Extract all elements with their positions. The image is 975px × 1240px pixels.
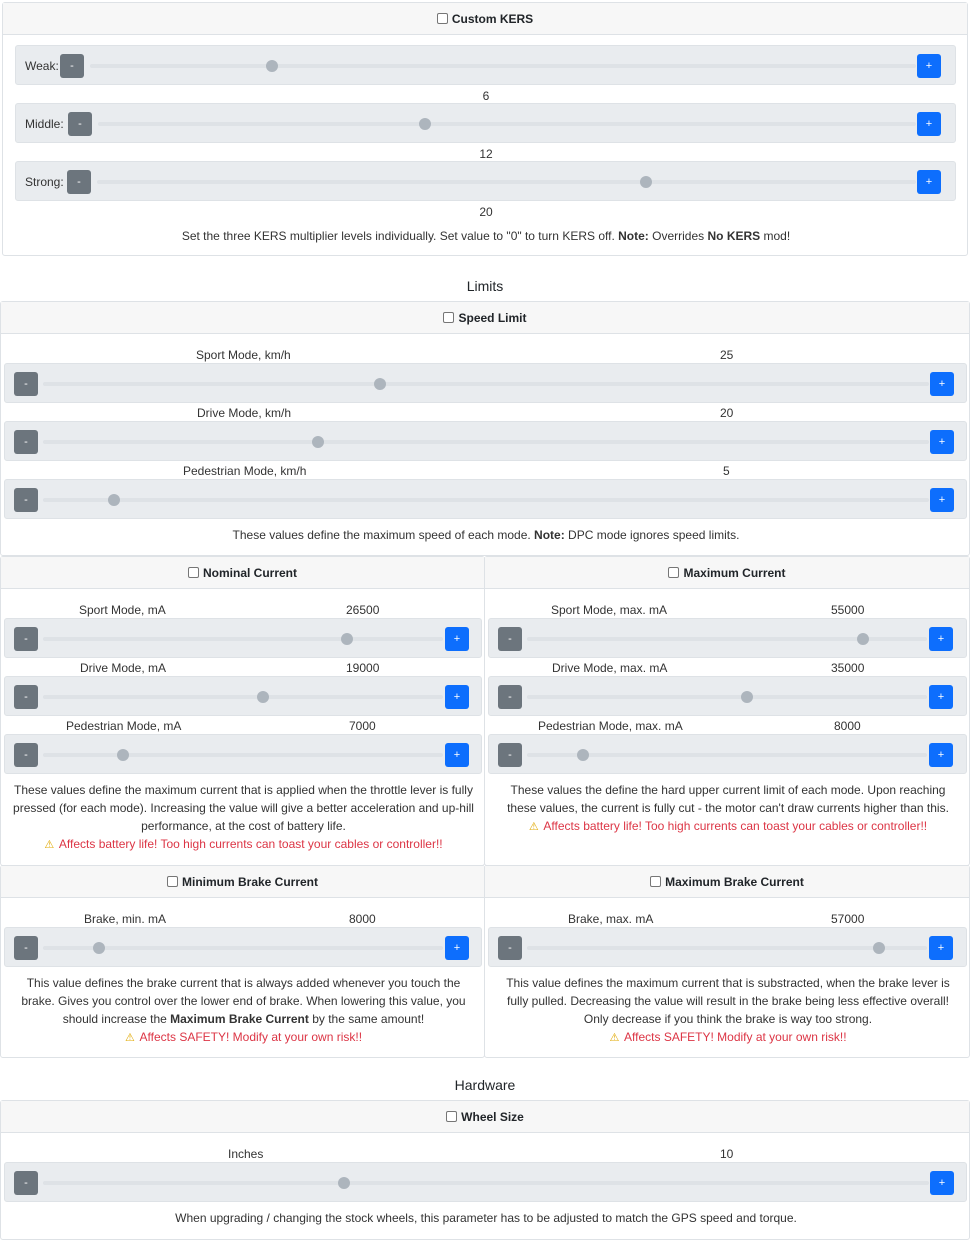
max-drive-minus-button[interactable]: - [498,685,522,709]
nominal-desc-line-2: pressed (for each mode). Increasing the value will give a better acceleration and up-hill [13,801,474,815]
kers-weak-label: Weak: [25,59,59,73]
speed-pedestrian-plus-button[interactable]: + [930,488,954,512]
limits-section-title: Limits [466,278,504,294]
minimum-brake-card [0,865,485,1058]
min-brake-label: Brake, min. mA [84,912,167,926]
maximum-brake-checkbox[interactable] [650,876,661,887]
wheel-size-card [0,1100,970,1240]
max-warning [485,817,971,836]
kers-strong-plus-button[interactable]: + [917,170,941,194]
kers-card [2,2,968,256]
speed-drive-label: Drive Mode, km/h [197,406,292,420]
wheel-size-value: 10 [720,1147,734,1161]
maximum-brake-header [485,866,969,898]
speed-sport-plus-button[interactable]: + [930,372,954,396]
max-pedestrian-thumb[interactable] [577,749,589,761]
kers-strong-track[interactable] [97,180,916,184]
max-drive-slider[interactable] [488,676,967,716]
kers-middle-value: 12 [479,147,493,161]
maximum-current-card [484,556,970,866]
speed-drive-plus-button[interactable]: + [930,430,954,454]
max-brake-slider[interactable] [488,927,967,967]
min-brake-desc-pre: should increase the [62,1012,171,1026]
speed-pedestrian-minus-button[interactable]: - [14,488,38,512]
max-pedestrian-label: Pedestrian Mode, max. mA [538,719,683,733]
min-brake-desc-line-1: This value defines the brake current that is always added whenever you touch the [26,976,461,990]
max-sport-label: Sport Mode, max. mA [551,603,668,617]
speed-pedestrian-slider[interactable] [4,479,967,519]
nominal-sport-minus-button[interactable]: - [14,627,38,651]
nominal-drive-slider[interactable] [4,676,482,716]
speed-limit-card [0,301,970,556]
max-brake-warning-text: Affects SAFETY! Modify at your own risk!! [624,1030,847,1044]
speed-pedestrian-label: Pedestrian Mode, km/h [183,464,307,478]
nominal-pedestrian-slider[interactable] [4,734,482,774]
max-sport-plus-button[interactable]: + [929,627,953,651]
max-drive-value: 35000 [831,661,865,675]
max-warning-text: Affects battery life! Too high currents can toast your cables or controller!! [543,819,928,833]
max-brake-plus-button[interactable]: + [929,936,953,960]
nominal-desc-line-1: These values define the maximum current that is applied when the throttle lever is fully [14,783,473,797]
nominal-sport-track[interactable] [43,637,443,641]
kers-middle-plus-button[interactable]: + [917,112,941,136]
max-desc-line-2: these values, the current is fully cut - the motor can't draw currents higher than this. [507,801,949,815]
nominal-pedestrian-value: 7000 [349,719,376,733]
max-brake-desc-line-1: This value defines the maximum current that is substracted, when the brake lever is [506,976,950,990]
max-drive-label: Drive Mode, max. mA [552,661,668,675]
warning-icon: ⚠ [609,1032,620,1044]
min-brake-warning [1,1028,486,1047]
speed-limit-checkbox[interactable] [443,312,454,323]
min-brake-slider[interactable] [4,927,482,967]
min-brake-desc-post: by the same amount! [308,1012,425,1026]
max-pedestrian-minus-button[interactable]: - [498,743,522,767]
nominal-drive-track[interactable] [43,695,443,699]
kers-title: Custom KERS [451,11,534,26]
speed-note-text: These values define the maximum speed of each mode. [232,528,535,542]
min-brake-value: 8000 [349,912,376,926]
speed-sport-value: 25 [720,348,734,362]
kers-middle-track[interactable] [98,122,916,126]
maximum-brake-card [484,865,970,1058]
nominal-warning-text: Affects battery life! Too high currents can toast your cables or controller!! [58,837,443,851]
max-sport-value: 55000 [831,603,865,617]
maximum-current-header [485,557,969,589]
kers-weak-slider[interactable] [15,45,956,85]
speed-drive-value: 20 [720,406,734,420]
maximum-brake-description [485,974,971,1047]
max-drive-track[interactable] [527,695,927,699]
min-brake-warning-text: Affects SAFETY! Modify at your own risk!! [139,1030,363,1044]
nominal-pedestrian-minus-button[interactable]: - [14,743,38,767]
max-brake-desc-line-3: Only decrease if you think the brake is way too strong. [583,1012,873,1026]
speed-drive-slider[interactable] [4,421,967,461]
nominal-pedestrian-label: Pedestrian Mode, mA [66,719,182,733]
kers-weak-value: 6 [482,89,490,103]
nominal-sport-thumb[interactable] [341,633,353,645]
minimum-brake-header [1,866,484,898]
wheel-size-note: When upgrading / changing the stock wheels, this parameter has to be adjusted to match the GPS speed and torque. [175,1211,797,1225]
max-brake-warning [485,1028,971,1047]
nominal-sport-label: Sport Mode, mA [79,603,166,617]
wheel-size-plus-button[interactable]: + [930,1171,954,1195]
nominal-sport-value: 26500 [346,603,380,617]
max-drive-thumb[interactable] [741,691,753,703]
wheel-size-slider[interactable] [4,1162,967,1202]
nominal-pedestrian-track[interactable] [43,753,443,757]
nominal-sport-slider[interactable] [4,618,482,658]
warning-icon: ⚠ [44,839,55,851]
max-sport-minus-button[interactable]: - [498,627,522,651]
min-brake-desc-line-3 [1,1010,486,1028]
kers-checkbox[interactable] [437,13,448,24]
wheel-size-header [1,1101,969,1133]
min-brake-plus-button[interactable]: + [445,936,469,960]
max-brake-minus-button[interactable]: - [498,936,522,960]
min-brake-desc-bold: Maximum Brake Current [170,1012,309,1026]
kers-note-end: mod! [760,229,791,243]
nominal-drive-label: Drive Mode, mA [80,661,167,675]
max-brake-desc-line-2: fully pulled. Decreasing the value will result in the brake being less effective overall! [506,994,949,1008]
maximum-brake-title: Maximum Brake Current [665,874,804,889]
nominal-drive-plus-button[interactable]: + [445,685,469,709]
minimum-brake-checkbox[interactable] [167,876,178,887]
speed-limit-note [1,526,971,544]
kers-weak-minus-button[interactable]: - [60,54,84,78]
speed-sport-slider[interactable] [4,363,967,403]
nominal-drive-minus-button[interactable]: - [14,685,38,709]
max-pedestrian-plus-button[interactable]: + [929,743,953,767]
warning-icon: ⚠ [528,821,539,833]
nominal-desc-line-3: performance, at the cost of battery life. [141,819,346,833]
hardware-section-title: Hardware [454,1077,516,1093]
nominal-pedestrian-plus-button[interactable]: + [445,743,469,767]
kers-strong-label: Strong: [25,175,64,189]
speed-sport-minus-button[interactable]: - [14,372,38,396]
wheel-size-track[interactable] [43,1181,929,1185]
speed-pedestrian-value: 5 [723,464,730,478]
speed-note-bold: Note: [534,528,565,542]
speed-sport-track[interactable] [43,382,929,386]
kers-note-mid: Overrides [648,229,708,243]
max-brake-track[interactable] [527,946,927,950]
nominal-current-checkbox[interactable] [188,567,199,578]
speed-limit-header [1,302,969,334]
kers-strong-slider[interactable] [15,161,956,201]
kers-weak-plus-button[interactable]: + [917,54,941,78]
nominal-warning [1,835,486,854]
kers-middle-thumb[interactable] [419,118,431,130]
nominal-sport-plus-button[interactable]: + [445,627,469,651]
warning-icon: ⚠ [124,1032,135,1044]
maximum-current-description [485,781,971,836]
max-brake-thumb[interactable] [873,942,885,954]
max-drive-plus-button[interactable]: + [929,685,953,709]
minimum-brake-description [1,974,486,1047]
speed-drive-thumb[interactable] [312,436,324,448]
nominal-pedestrian-thumb[interactable] [117,749,129,761]
kers-weak-thumb[interactable] [266,60,278,72]
wheel-size-checkbox[interactable] [446,1111,457,1122]
kers-middle-slider[interactable] [15,103,956,143]
max-sport-thumb[interactable] [857,633,869,645]
nominal-drive-thumb[interactable] [257,691,269,703]
max-pedestrian-value: 8000 [834,719,861,733]
kers-middle-label: Middle: [25,117,64,131]
nominal-drive-value: 19000 [346,661,380,675]
min-brake-thumb[interactable] [93,942,105,954]
max-brake-value: 57000 [831,912,865,926]
kers-header [3,3,967,35]
max-desc-line-1: These values the define the hard upper current limit of each mode. Upon reaching [510,783,946,797]
min-brake-desc-line-2: brake. Gives you control over the lower end of brake. When lowering this value, you [21,994,466,1008]
kers-middle-minus-button[interactable]: - [68,112,92,136]
wheel-size-thumb[interactable] [338,1177,350,1189]
speed-sport-thumb[interactable] [374,378,386,390]
wheel-size-title: Wheel Size [461,1109,524,1124]
kers-weak-track[interactable] [90,64,916,68]
max-sport-slider[interactable] [488,618,967,658]
speed-limit-title: Speed Limit [458,310,527,325]
max-brake-label: Brake, max. mA [568,912,654,926]
nominal-current-header [1,557,484,589]
nominal-current-card [0,556,485,866]
speed-pedestrian-track[interactable] [43,498,929,502]
kers-strong-thumb[interactable] [640,176,652,188]
kers-strong-minus-button[interactable]: - [67,170,91,194]
kers-note-text: Set the three KERS multiplier levels individually. Set value to "0" to turn KERS off. [181,229,619,243]
nominal-current-description [1,781,486,854]
min-brake-minus-button[interactable]: - [14,936,38,960]
speed-drive-track[interactable] [43,440,929,444]
kers-note-bold: Note: [618,229,649,243]
maximum-current-checkbox[interactable] [668,567,679,578]
max-pedestrian-slider[interactable] [488,734,967,774]
speed-pedestrian-thumb[interactable] [108,494,120,506]
minimum-brake-title: Minimum Brake Current [181,874,319,889]
speed-drive-minus-button[interactable]: - [14,430,38,454]
nominal-current-title: Nominal Current [202,565,297,580]
maximum-current-title: Maximum Current [683,565,786,580]
kers-note [3,227,969,245]
kers-note-nokers: No KERS [707,229,761,243]
kers-strong-value: 20 [479,205,493,219]
wheel-size-label: Inches [228,1147,264,1161]
speed-note-end: DPC mode ignores speed limits. [564,528,740,542]
speed-sport-label: Sport Mode, km/h [196,348,291,362]
wheel-size-minus-button[interactable]: - [14,1171,38,1195]
